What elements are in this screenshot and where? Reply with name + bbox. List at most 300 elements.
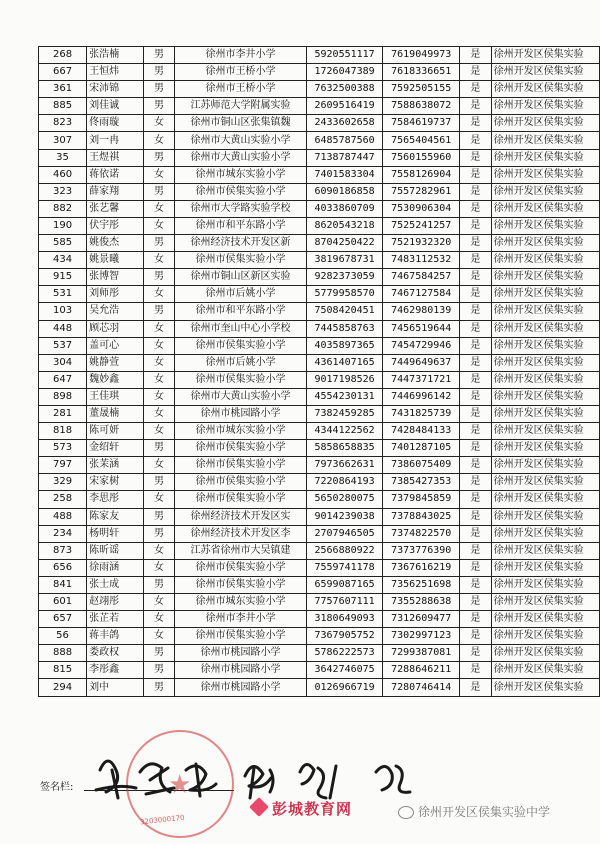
table-row <box>39 320 600 337</box>
cell-id: 882 <box>39 200 87 217</box>
cell-num1: 6485787560 <box>306 132 383 149</box>
table-row <box>39 252 600 269</box>
cell-flag: 是 <box>460 252 492 269</box>
cell-id: 823 <box>39 115 87 132</box>
cell-gender: 男 <box>143 47 175 64</box>
cell-num1: 7401583304 <box>306 166 383 183</box>
cell-flag: 是 <box>460 491 492 508</box>
cell-num2: 7558126904 <box>383 166 460 183</box>
cell-num2: 7373776390 <box>383 542 460 559</box>
signature-label: 签名栏: <box>40 782 74 793</box>
cell-school: 徐州市李井小学 <box>175 47 307 64</box>
cell-flag: 是 <box>460 594 492 611</box>
table-row <box>39 508 600 525</box>
cell-name: 刘一冉 <box>87 132 144 149</box>
cell-num1: 6090186858 <box>306 183 383 200</box>
cell-target: 徐州开发区侯集实验 <box>491 81 599 98</box>
cell-name: 张浩楠 <box>87 47 144 64</box>
cell-num2: 7592505155 <box>383 81 460 98</box>
cell-gender: 男 <box>143 525 175 542</box>
cell-target: 徐州开发区侯集实验 <box>491 303 599 320</box>
seal-star-icon: ★ <box>168 770 192 800</box>
cell-num1: 0126966719 <box>306 679 383 696</box>
cell-school: 徐州市桃园路小学 <box>175 405 307 422</box>
table-row <box>39 98 600 115</box>
cell-gender: 男 <box>143 303 175 320</box>
cell-flag: 是 <box>460 628 492 645</box>
cell-num2: 7618336651 <box>383 64 460 81</box>
student-roster-table <box>38 46 600 697</box>
cell-id: 647 <box>39 371 87 388</box>
cell-flag: 是 <box>460 81 492 98</box>
cell-target: 徐州开发区侯集实验 <box>491 628 599 645</box>
cell-num2: 7401287105 <box>383 440 460 457</box>
cell-flag: 是 <box>460 371 492 388</box>
cell-name: 张艺馨 <box>87 200 144 217</box>
cell-id: 234 <box>39 525 87 542</box>
cell-num1: 2566880922 <box>306 542 383 559</box>
table-row <box>39 64 600 81</box>
cell-name: 伏宇彤 <box>87 217 144 234</box>
cell-target: 徐州开发区侯集实验 <box>491 457 599 474</box>
cell-name: 刘中 <box>87 679 144 696</box>
cell-target: 徐州开发区侯集实验 <box>491 320 599 337</box>
table-row <box>39 286 600 303</box>
cell-num2: 7530906304 <box>383 200 460 217</box>
cell-num2: 7447371721 <box>383 371 460 388</box>
cell-school: 徐州市侯集实验小学 <box>175 371 307 388</box>
cell-gender: 男 <box>143 149 175 166</box>
cell-school: 徐州市桃园路小学 <box>175 645 307 662</box>
cell-name: 姚景曦 <box>87 252 144 269</box>
cell-num1: 7220864193 <box>306 474 383 491</box>
cell-name: 薛家翔 <box>87 183 144 200</box>
cell-flag: 是 <box>460 269 492 286</box>
cell-num1: 5650280075 <box>306 491 383 508</box>
cell-school: 江苏省徐州市大吴镇建 <box>175 542 307 559</box>
cell-flag: 是 <box>460 200 492 217</box>
table-row <box>39 679 600 696</box>
cell-target: 徐州开发区侯集实验 <box>491 132 599 149</box>
cell-name: 徐雨涵 <box>87 559 144 576</box>
pengcheng-logo-icon <box>249 797 269 817</box>
cell-flag: 是 <box>460 303 492 320</box>
cell-id: 531 <box>39 286 87 303</box>
cell-id: 656 <box>39 559 87 576</box>
cell-target: 徐州开发区侯集实验 <box>491 115 599 132</box>
cell-num1: 3819678731 <box>306 252 383 269</box>
cell-num1: 4035897365 <box>306 337 383 354</box>
cell-gender: 男 <box>143 269 175 286</box>
cell-name: 娄政权 <box>87 645 144 662</box>
cell-school: 徐州市侯集实验小学 <box>175 491 307 508</box>
signature-4 <box>245 766 273 798</box>
cell-num2: 7431825739 <box>383 405 460 422</box>
cell-gender: 女 <box>143 252 175 269</box>
cell-name: 宋沛锦 <box>87 81 144 98</box>
cell-id: 667 <box>39 64 87 81</box>
table-row <box>39 269 600 286</box>
cell-gender: 女 <box>143 320 175 337</box>
cell-num2: 7299387081 <box>383 645 460 662</box>
cell-flag: 是 <box>460 542 492 559</box>
cell-num1: 7367905752 <box>306 628 383 645</box>
cell-target: 徐州开发区侯集实验 <box>491 217 599 234</box>
cell-school: 徐州市侯集实验小学 <box>175 183 307 200</box>
cell-id: 329 <box>39 474 87 491</box>
cell-name: 张茉涵 <box>87 457 144 474</box>
cell-flag: 是 <box>460 217 492 234</box>
cell-id: 797 <box>39 457 87 474</box>
cell-num1: 1726047389 <box>306 64 383 81</box>
cell-num2: 7355288638 <box>383 594 460 611</box>
cell-num2: 7428484133 <box>383 423 460 440</box>
table-row <box>39 166 600 183</box>
cell-flag: 是 <box>460 132 492 149</box>
table-row <box>39 594 600 611</box>
cell-num2: 7467127584 <box>383 286 460 303</box>
table-row <box>39 611 600 628</box>
table-row <box>39 200 600 217</box>
cell-num1: 9014239038 <box>306 508 383 525</box>
cell-name: 吴允浩 <box>87 303 144 320</box>
cell-num1: 7559741178 <box>306 559 383 576</box>
cell-gender: 女 <box>143 542 175 559</box>
table-row <box>39 628 600 645</box>
cell-school: 徐州市李井小学 <box>175 611 307 628</box>
cell-name: 宋家树 <box>87 474 144 491</box>
cell-name: 陈可妍 <box>87 423 144 440</box>
cell-name: 盖可心 <box>87 337 144 354</box>
cell-num1: 3642746075 <box>306 662 383 679</box>
table-row <box>39 525 600 542</box>
cell-flag: 是 <box>460 388 492 405</box>
cell-id: 537 <box>39 337 87 354</box>
cell-num1: 5858658835 <box>306 440 383 457</box>
cell-target: 徐州开发区侯集实验 <box>491 405 599 422</box>
cell-num1: 2609516419 <box>306 98 383 115</box>
cell-flag: 是 <box>460 611 492 628</box>
cell-target: 徐州开发区侯集实验 <box>491 98 599 115</box>
cell-name: 张芷若 <box>87 611 144 628</box>
table-row <box>39 81 600 98</box>
table-row <box>39 440 600 457</box>
cell-flag: 是 <box>460 98 492 115</box>
cell-id: 258 <box>39 491 87 508</box>
table-row <box>39 559 600 576</box>
cell-flag: 是 <box>460 457 492 474</box>
cell-num1: 4554230131 <box>306 388 383 405</box>
cell-school: 徐州市大学路实验学校 <box>175 200 307 217</box>
cell-num1: 3180649093 <box>306 611 383 628</box>
cell-name: 张博智 <box>87 269 144 286</box>
cell-target: 徐州开发区侯集实验 <box>491 474 599 491</box>
cell-name: 金绍轩 <box>87 440 144 457</box>
cell-gender: 女 <box>143 405 175 422</box>
cell-target: 徐州开发区侯集实验 <box>491 525 599 542</box>
cell-gender: 男 <box>143 183 175 200</box>
cell-name: 刘佳诚 <box>87 98 144 115</box>
table-row <box>39 303 600 320</box>
cell-num2: 7379845859 <box>383 491 460 508</box>
cell-name: 佟雨璇 <box>87 115 144 132</box>
cell-gender: 女 <box>143 286 175 303</box>
cell-flag: 是 <box>460 525 492 542</box>
table-row <box>39 47 600 64</box>
cell-flag: 是 <box>460 474 492 491</box>
cell-school: 徐州经济技术开发区新 <box>175 235 307 252</box>
cell-id: 885 <box>39 98 87 115</box>
table-row <box>39 217 600 234</box>
cell-gender: 男 <box>143 235 175 252</box>
cell-school: 徐州市铜山区张集镇魏 <box>175 115 307 132</box>
cell-id: 434 <box>39 252 87 269</box>
table-row <box>39 542 600 559</box>
cell-id: 815 <box>39 662 87 679</box>
cell-num2: 7446996142 <box>383 388 460 405</box>
cell-gender: 女 <box>143 594 175 611</box>
cell-school: 徐州市城东实验小学 <box>175 423 307 440</box>
cell-flag: 是 <box>460 645 492 662</box>
cell-name: 陈家友 <box>87 508 144 525</box>
cell-school: 徐州市大黄山实验小学 <box>175 132 307 149</box>
cell-school: 徐州市侯集实验小学 <box>175 252 307 269</box>
cell-target: 徐州开发区侯集实验 <box>491 200 599 217</box>
cell-school: 徐州市铜山区新区实验 <box>175 269 307 286</box>
cell-school: 徐州经济技术开发区李 <box>175 525 307 542</box>
cell-flag: 是 <box>460 423 492 440</box>
cell-gender: 男 <box>143 440 175 457</box>
cell-id: 915 <box>39 269 87 286</box>
cell-id: 304 <box>39 354 87 371</box>
cell-gender: 男 <box>143 576 175 593</box>
cell-num2: 7525241257 <box>383 217 460 234</box>
table-row <box>39 183 600 200</box>
cell-gender: 女 <box>143 217 175 234</box>
cell-gender: 女 <box>143 354 175 371</box>
table-row <box>39 457 600 474</box>
cell-id: 898 <box>39 388 87 405</box>
watermark-logo-text: 彭城教育网 <box>272 800 353 818</box>
cell-target: 徐州开发区侯集实验 <box>491 371 599 388</box>
cell-name: 顾芯羽 <box>87 320 144 337</box>
cell-target: 徐州开发区侯集实验 <box>491 388 599 405</box>
watermark-account-text: 徐州开发区侯集实验中学 <box>418 805 551 819</box>
cell-name: 王恒炜 <box>87 64 144 81</box>
cell-target: 徐州开发区侯集实验 <box>491 252 599 269</box>
cell-gender: 女 <box>143 200 175 217</box>
cell-name: 姚静萱 <box>87 354 144 371</box>
cell-num2: 7588638072 <box>383 98 460 115</box>
cell-target: 徐州开发区侯集实验 <box>491 183 599 200</box>
cell-gender: 男 <box>143 679 175 696</box>
cell-num1: 9282373059 <box>306 269 383 286</box>
cell-school: 徐州市侯集实验小学 <box>175 628 307 645</box>
cell-school: 徐州市和平东路小学 <box>175 303 307 320</box>
cell-gender: 男 <box>143 98 175 115</box>
cell-flag: 是 <box>460 559 492 576</box>
cell-num1: 5920551117 <box>306 47 383 64</box>
cell-num2: 7557282961 <box>383 183 460 200</box>
cell-gender: 女 <box>143 423 175 440</box>
table-row <box>39 662 600 679</box>
cell-id: 294 <box>39 679 87 696</box>
cell-num2: 7565404561 <box>383 132 460 149</box>
cell-id: 873 <box>39 542 87 559</box>
cell-school: 徐州市侯集实验小学 <box>175 457 307 474</box>
table-row <box>39 491 600 508</box>
table-row <box>39 388 600 405</box>
cell-school: 徐州经济技术开发区实 <box>175 508 307 525</box>
cell-school: 徐州市城东实验小学 <box>175 594 307 611</box>
cell-id: 56 <box>39 628 87 645</box>
cell-name: 魏妙鑫 <box>87 371 144 388</box>
table-row <box>39 405 600 422</box>
cell-target: 徐州开发区侯集实验 <box>491 679 599 696</box>
cell-flag: 是 <box>460 679 492 696</box>
cell-name: 王煜祺 <box>87 149 144 166</box>
cell-target: 徐州开发区侯集实验 <box>491 64 599 81</box>
cell-target: 徐州开发区侯集实验 <box>491 542 599 559</box>
cell-num2: 7454729946 <box>383 337 460 354</box>
cell-school: 徐州市奎山中心小学校 <box>175 320 307 337</box>
cell-num2: 7386075409 <box>383 457 460 474</box>
cell-flag: 是 <box>460 183 492 200</box>
cell-num1: 5786222573 <box>306 645 383 662</box>
cell-num1: 7973662631 <box>306 457 383 474</box>
cell-flag: 是 <box>460 166 492 183</box>
cell-target: 徐州开发区侯集实验 <box>491 166 599 183</box>
cell-name: 杨明轩 <box>87 525 144 542</box>
cell-num1: 4033860709 <box>306 200 383 217</box>
cell-school: 徐州市王桥小学 <box>175 64 307 81</box>
cell-name: 张士成 <box>87 576 144 593</box>
cell-num2: 7367616219 <box>383 559 460 576</box>
cell-flag: 是 <box>460 64 492 81</box>
cell-num2: 7288646211 <box>383 662 460 679</box>
table-row <box>39 645 600 662</box>
cell-num2: 7467584257 <box>383 269 460 286</box>
cell-gender: 女 <box>143 166 175 183</box>
cell-name: 蒋依诺 <box>87 166 144 183</box>
cell-school: 徐州市侯集实验小学 <box>175 559 307 576</box>
cell-num1: 2433602658 <box>306 115 383 132</box>
cell-school: 徐州市桃园路小学 <box>175 679 307 696</box>
cell-num2: 7560155960 <box>383 149 460 166</box>
cell-id: 488 <box>39 508 87 525</box>
cell-flag: 是 <box>460 337 492 354</box>
cell-name: 李彤鑫 <box>87 662 144 679</box>
cell-target: 徐州开发区侯集实验 <box>491 235 599 252</box>
cell-name: 陈昕谣 <box>87 542 144 559</box>
cell-school: 徐州市城东实验小学 <box>175 166 307 183</box>
seal-code: 3203000170 <box>139 813 185 827</box>
cell-num2: 7584619737 <box>383 115 460 132</box>
cell-target: 徐州开发区侯集实验 <box>491 269 599 286</box>
cell-num2: 7462980139 <box>383 303 460 320</box>
cell-num1: 7632500388 <box>306 81 383 98</box>
signature-5 <box>300 764 336 798</box>
cell-num2: 7619049973 <box>383 47 460 64</box>
table-row <box>39 354 600 371</box>
cell-id: 268 <box>39 47 87 64</box>
cell-flag: 是 <box>460 149 492 166</box>
cell-num1: 7445858763 <box>306 320 383 337</box>
roster-body <box>39 47 600 697</box>
cell-id: 888 <box>39 645 87 662</box>
table-row <box>39 474 600 491</box>
cell-flag: 是 <box>460 662 492 679</box>
cell-school: 徐州市后姚小学 <box>175 286 307 303</box>
table-row <box>39 132 600 149</box>
cell-gender: 女 <box>143 611 175 628</box>
table-row <box>39 235 600 252</box>
cell-target: 徐州开发区侯集实验 <box>491 594 599 611</box>
cell-flag: 是 <box>460 405 492 422</box>
cell-id: 585 <box>39 235 87 252</box>
cell-gender: 男 <box>143 645 175 662</box>
table-row <box>39 371 600 388</box>
cell-gender: 女 <box>143 628 175 645</box>
cell-target: 徐州开发区侯集实验 <box>491 576 599 593</box>
cell-num2: 7374822570 <box>383 525 460 542</box>
cell-gender: 男 <box>143 474 175 491</box>
cell-num1: 8620543218 <box>306 217 383 234</box>
table-row <box>39 115 600 132</box>
cell-num2: 7356251698 <box>383 576 460 593</box>
cell-name: 姚俊杰 <box>87 235 144 252</box>
cell-name: 赵翊彤 <box>87 594 144 611</box>
cell-id: 460 <box>39 166 87 183</box>
cell-school: 徐州市后姚小学 <box>175 354 307 371</box>
cell-school: 徐州市侯集实验小学 <box>175 337 307 354</box>
cell-gender: 女 <box>143 371 175 388</box>
cell-num1: 6599087165 <box>306 576 383 593</box>
cell-num1: 7382459285 <box>306 405 383 422</box>
cell-num2: 7302997123 <box>383 628 460 645</box>
cell-num1: 9017198526 <box>306 371 383 388</box>
cell-target: 徐州开发区侯集实验 <box>491 559 599 576</box>
cell-id: 818 <box>39 423 87 440</box>
cell-name: 董晟楠 <box>87 405 144 422</box>
cell-target: 徐州开发区侯集实验 <box>491 337 599 354</box>
cell-num2: 7378843025 <box>383 508 460 525</box>
cell-flag: 是 <box>460 235 492 252</box>
cell-id: 323 <box>39 183 87 200</box>
cell-school: 徐州市桃园路小学 <box>175 662 307 679</box>
table-row <box>39 423 600 440</box>
cell-num1: 7138787447 <box>306 149 383 166</box>
cell-id: 35 <box>39 149 87 166</box>
cell-target: 徐州开发区侯集实验 <box>491 611 599 628</box>
cell-target: 徐州开发区侯集实验 <box>491 149 599 166</box>
cell-num1: 7757607111 <box>306 594 383 611</box>
cell-target: 徐州开发区侯集实验 <box>491 491 599 508</box>
cell-id: 657 <box>39 611 87 628</box>
cell-num1: 8704250422 <box>306 235 383 252</box>
cell-target: 徐州开发区侯集实验 <box>491 508 599 525</box>
cell-flag: 是 <box>460 115 492 132</box>
wechat-icon <box>398 806 414 819</box>
cell-name: 王佳琪 <box>87 388 144 405</box>
cell-target: 徐州开发区侯集实验 <box>491 47 599 64</box>
cell-gender: 女 <box>143 115 175 132</box>
cell-target: 徐州开发区侯集实验 <box>491 286 599 303</box>
cell-gender: 女 <box>143 491 175 508</box>
cell-school: 徐州市和平东路小学 <box>175 217 307 234</box>
cell-num1: 2707946505 <box>306 525 383 542</box>
table-row <box>39 576 600 593</box>
